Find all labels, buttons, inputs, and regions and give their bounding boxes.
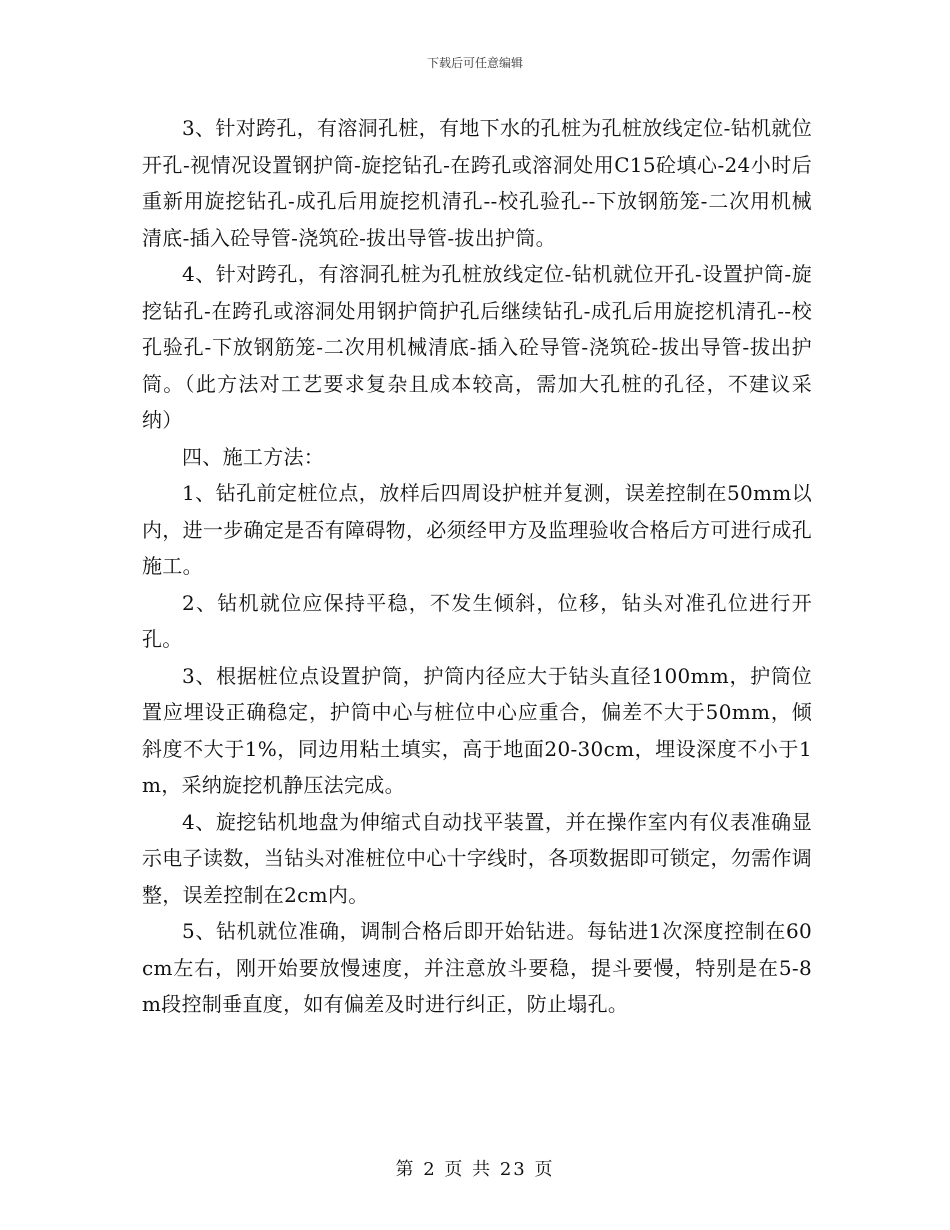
document-body: [142, 110, 812, 1023]
paragraph-1-pile-positioning: 1、钻孔前定桩位点，放样后四周设护桩并复测，误差控制在50mm以内，进一步确定是否有障碍物，必须经甲方及监理验收合格后方可进行成孔施工。: [142, 481, 812, 578]
paragraph-4-rig-leveling: 4、旋挖钻机地盘为伸缩式自动找平装置，并在操作室内有仪表准确显示电子读数，当钻头对准桩位中心十字线时，各项数据即可锁定，勿需作调整，误差控制在2cm内。: [142, 809, 812, 907]
paragraph-3-karst-drilling: 3、针对跨孔，有溶洞孔桩，有地下水的孔桩为孔桩放线定位-钻机就位开孔-视情况设置钢护筒-旋挖钻孔-在跨孔或溶洞处用C15砼填心-24小时后重新用旋挖钻孔-成孔后用旋挖机清孔--校孔验孔--下放钢筋笼-二次用机械清底-插入砼导管-浇筑砼-拔出导管-拔出护筒。: [142, 116, 812, 250]
paragraph-3-casing-setup: 3、根据桩位点设置护筒，护筒内径应大于钻头直径100mm，护筒位置应埋设正确稳定，护筒中心与桩位中心应重合，偏差不大于50mm，倾斜度不大于1%，同边用粘土填实，高于地面20-30cm，埋设深度不小于1m，采纳旋挖机静压法完成。: [142, 663, 812, 797]
paragraph-2-rig-placement: 2、钻机就位应保持平稳，不发生倾斜，位移，钻头对准孔位进行开孔。: [142, 590, 812, 651]
paragraph-5-drilling-control: 5、钻机就位准确，调制合格后即开始钻进。每钻进1次深度控制在60cm左右，刚开始要放慢速度，并注意放斗要稳，提斗要慢，特别是在5-8m段控制垂直度，如有偏差及时进行纠正，防止塌孔。: [142, 919, 812, 1016]
paragraph-4-karst-casing: 4、针对跨孔，有溶洞孔桩为孔桩放线定位-钻机就位开孔-设置护筒-旋挖钻孔-在跨孔或溶洞处用钢护筒护孔后继续钻孔-成孔后用旋挖机清孔--校孔验孔-下放钢筋笼-二次用机械清底-插入砼导管-浇筑砼-拔出导管-拔出护筒。（此方法对工艺要求复杂且成本较高，需加大孔桩的孔径，不建议采纳）: [142, 262, 812, 432]
section-heading-construction-method: 四、施工方法：: [182, 444, 325, 469]
page-number: 第 2 页 共 23 页: [395, 1159, 555, 1180]
page-header: 下载后可任意编辑: [426, 56, 523, 70]
